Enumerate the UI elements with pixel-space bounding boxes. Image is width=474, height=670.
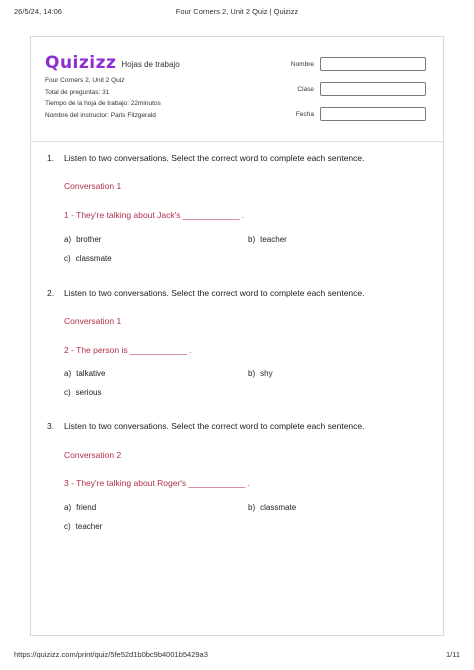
option-letter: b) — [248, 503, 256, 512]
option-c[interactable] — [64, 254, 112, 263]
class-field[interactable] — [320, 82, 426, 96]
quiz-title: Four Corners 2, Unit 2 Quiz — [45, 77, 125, 84]
option-text: teacher — [75, 522, 103, 531]
name-field[interactable] — [320, 57, 426, 71]
question-1 — [47, 153, 433, 263]
question-prompt: Listen to two conversations. Select the correct word to complete each sentence. — [64, 153, 365, 163]
option-letter: a) — [64, 235, 72, 244]
option-letter: c) — [64, 388, 71, 397]
question-number: 3. — [47, 421, 55, 431]
question-number: 2. — [47, 288, 55, 298]
name-field-row — [291, 56, 426, 72]
print-title: Four Corners 2, Unit 2 Quiz | Quizizz — [175, 7, 299, 16]
option-letter: b) — [248, 235, 256, 244]
option-c[interactable] — [64, 388, 101, 397]
option-letter: b) — [248, 369, 256, 378]
date-field[interactable] — [320, 107, 426, 121]
option-text: classmate — [75, 254, 112, 263]
option-text: teacher — [260, 235, 287, 244]
class-label: Clase — [297, 85, 314, 93]
question-item: 1 - They're talking about Jack's ____________ . — [64, 210, 245, 220]
print-url: https://quizizz.com/print/quiz/5fe52d1b0bc9b4001b5429a3 — [14, 650, 208, 659]
question-prompt: Listen to two conversations. Select the correct word to complete each sentence. — [64, 288, 365, 298]
question-3 — [47, 421, 433, 531]
quiz-meta — [45, 75, 161, 121]
student-fields — [291, 56, 426, 131]
question-prompt: Listen to two conversations. Select the correct word to complete each sentence. — [64, 421, 365, 431]
option-c[interactable] — [64, 522, 102, 531]
worksheet-time: Tiempo de la hoja de trabajo: 22minutos — [45, 100, 161, 107]
question-item: 2 - The person is ____________ . — [64, 345, 192, 355]
page-number: 1/11 — [445, 650, 460, 659]
quizizz-logo: Quizizz — [45, 53, 117, 73]
option-text: shy — [260, 369, 273, 378]
conversation-label: Conversation 2 — [64, 450, 122, 460]
question-prompt-line — [47, 153, 433, 163]
option-text: classmate — [260, 503, 297, 512]
option-b[interactable] — [248, 503, 296, 512]
option-a[interactable] — [64, 369, 105, 378]
question-prompt-line — [47, 421, 433, 431]
date-label: Fecha — [295, 110, 314, 118]
option-letter: c) — [64, 254, 71, 263]
divider — [31, 141, 443, 142]
option-a[interactable] — [64, 503, 96, 512]
option-letter: c) — [64, 522, 71, 531]
option-letter: a) — [64, 369, 72, 378]
option-b[interactable] — [248, 235, 287, 244]
name-label: Nombre — [290, 60, 314, 68]
class-field-row — [291, 81, 426, 97]
question-2 — [47, 288, 433, 397]
option-text: friend — [76, 503, 97, 512]
print-footer — [14, 650, 460, 662]
conversation-label: Conversation 1 — [64, 316, 122, 326]
option-text: serious — [75, 388, 102, 397]
print-date: 26/5/24, 14:06 — [14, 7, 62, 16]
option-text: talkative — [76, 369, 106, 378]
total-questions: Total de preguntas: 31 — [45, 88, 110, 96]
instructor-name: Nombre del instructor: Paris Fitzgerald — [45, 111, 156, 119]
question-item: 3 - They're talking about Roger's ____________ . — [64, 478, 250, 488]
option-a[interactable] — [64, 235, 101, 244]
option-b[interactable] — [248, 369, 273, 378]
worksheet-label: Hojas de trabajo — [121, 59, 180, 69]
question-prompt-line — [47, 288, 433, 298]
question-number: 1. — [47, 153, 55, 163]
brand — [45, 53, 180, 73]
worksheet — [30, 36, 444, 636]
option-letter: a) — [64, 503, 72, 512]
option-text: brother — [76, 235, 102, 244]
conversation-label: Conversation 1 — [64, 181, 122, 191]
date-field-row — [291, 106, 426, 122]
print-header — [14, 7, 460, 19]
